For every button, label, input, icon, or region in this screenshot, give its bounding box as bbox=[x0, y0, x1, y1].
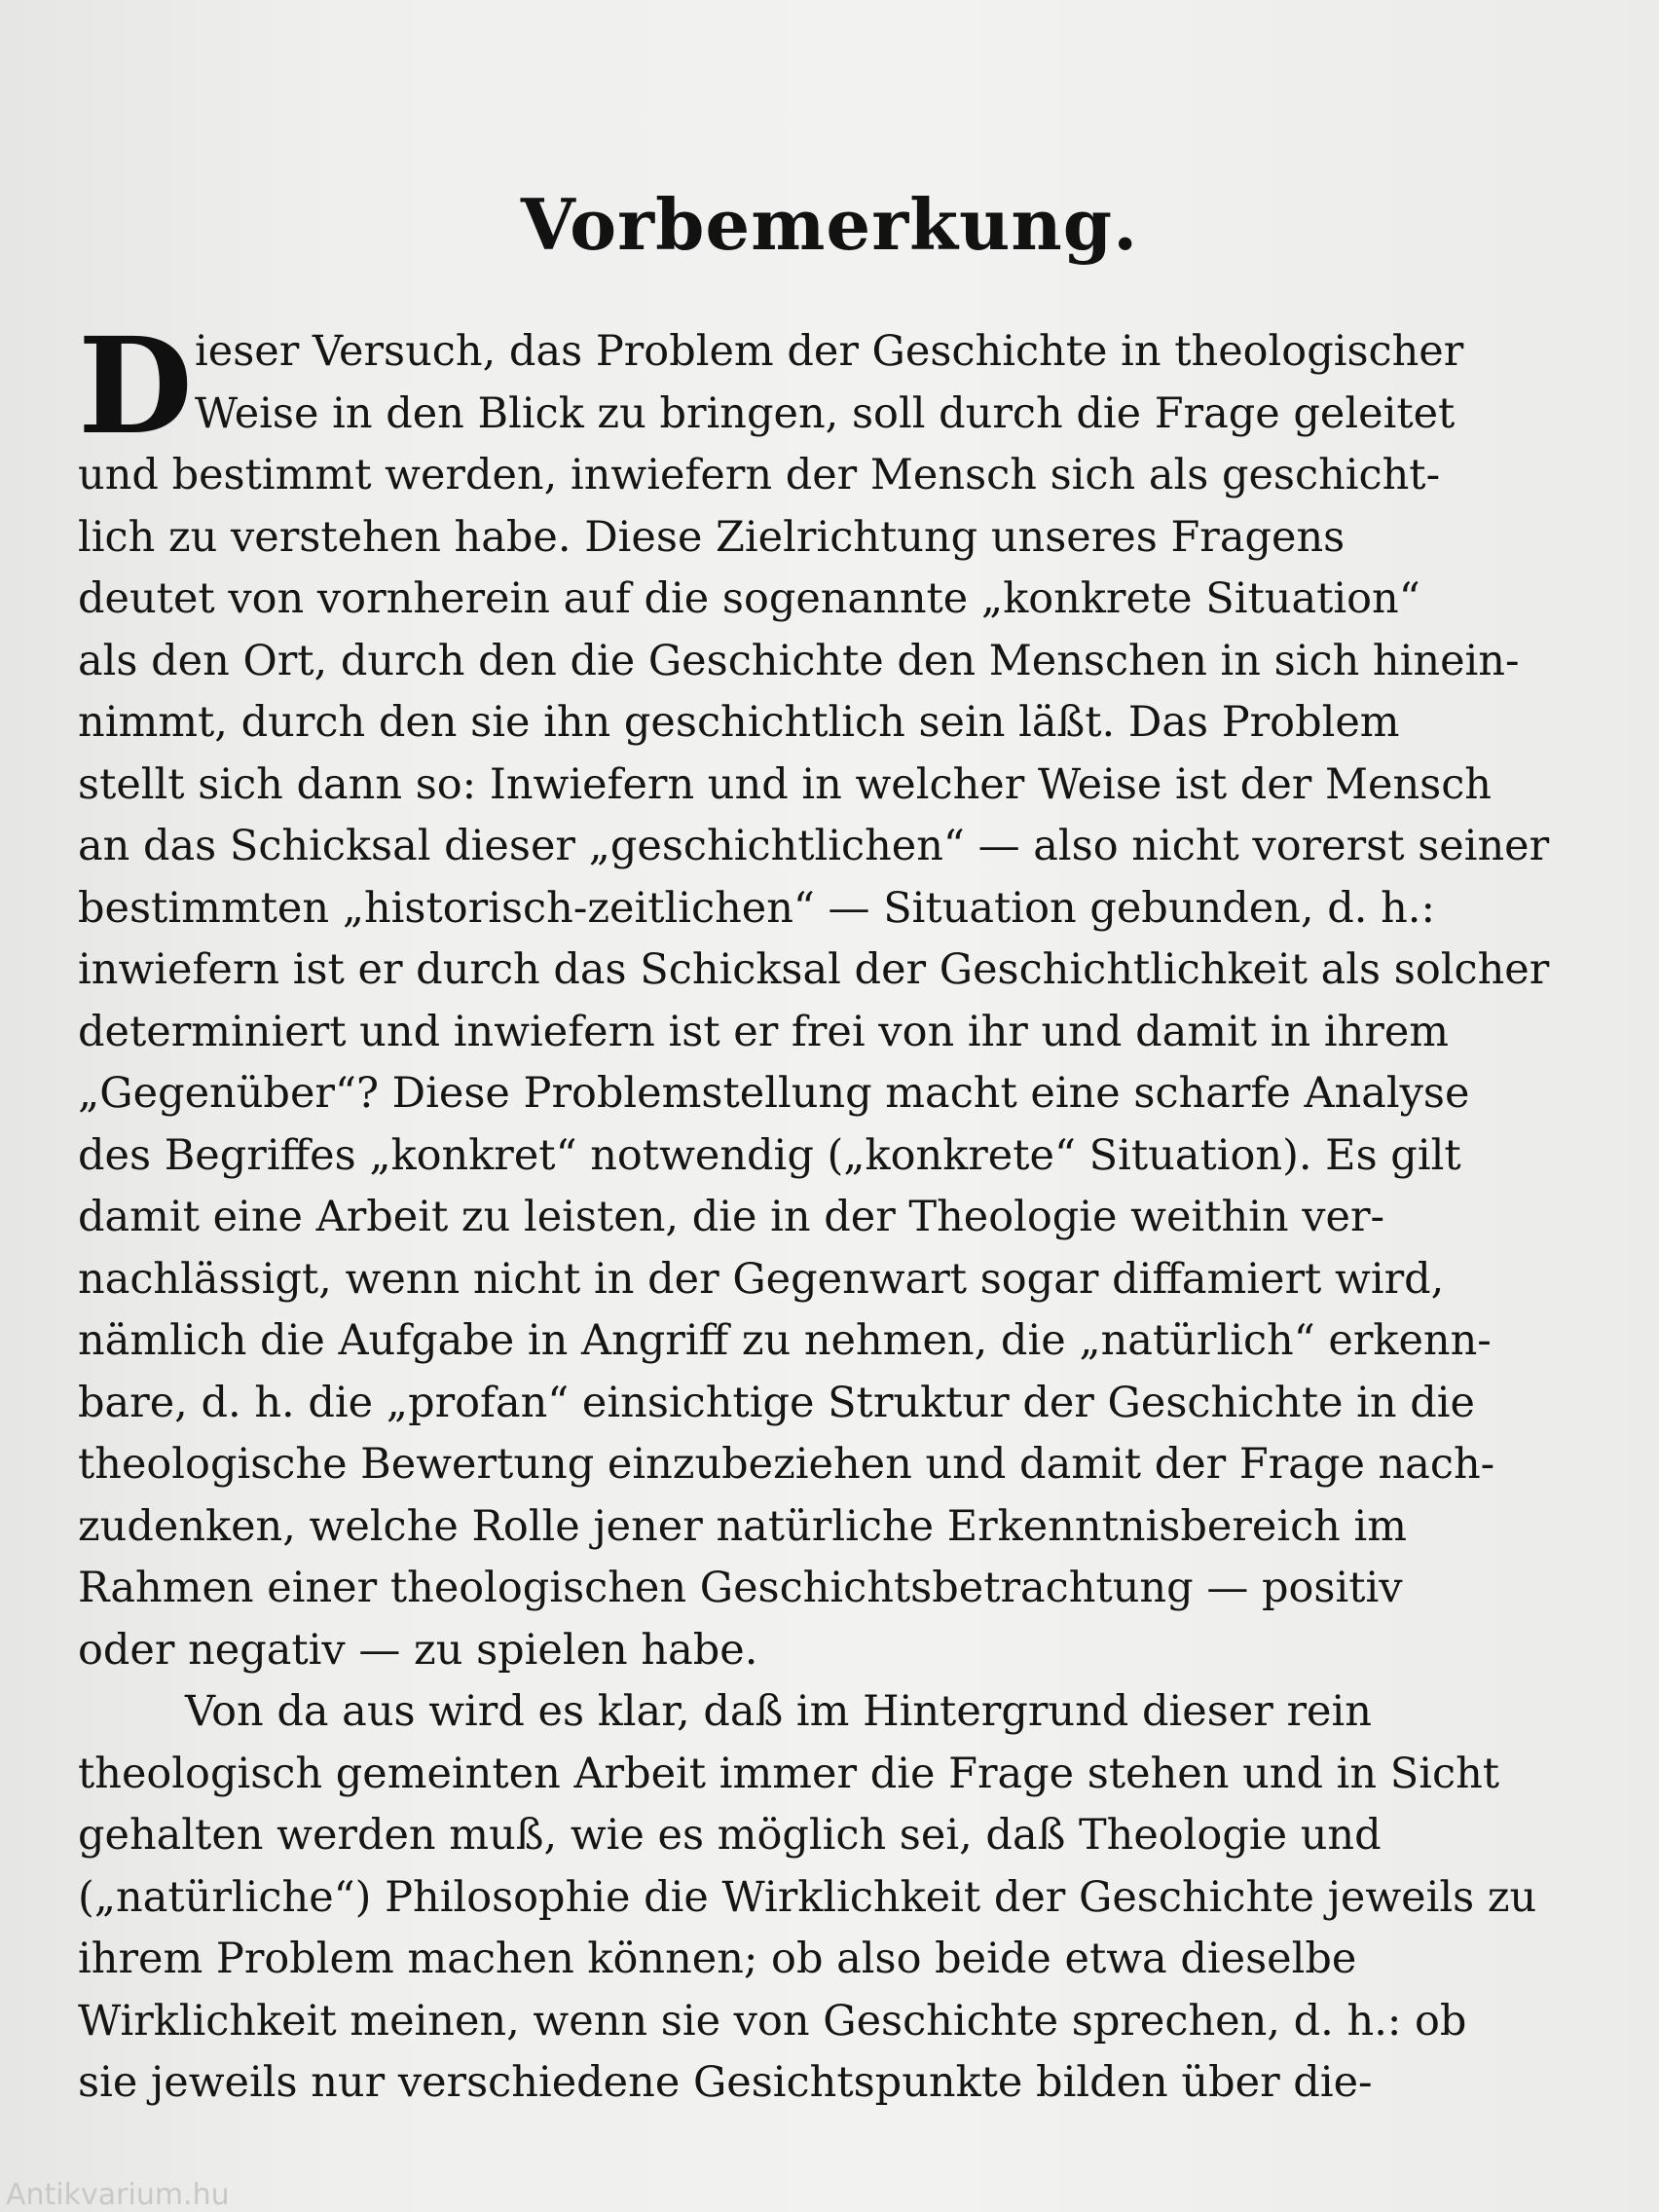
drop-cap: D bbox=[78, 309, 193, 464]
watermark: Antikvarium.hu bbox=[6, 2179, 230, 2212]
text-line: und bestimmt werden, inwiefern der Mensch sich als geschicht- bbox=[78, 451, 1441, 499]
text-line: Rahmen einer theologischen Geschichtsbetrachtung — positiv bbox=[78, 1564, 1403, 1612]
text-line: theologisch gemeinten Arbeit immer die Frage stehen und in Sicht bbox=[78, 1749, 1500, 1798]
text-line: zudenken, welche Rolle jener natürliche Erkenntnisbereich im bbox=[78, 1501, 1408, 1551]
text-line: Weise in den Blick zu bringen, soll durch die Frage geleitet bbox=[195, 388, 1456, 438]
text-line: des Begriffes „konkret“ notwendig („konkrete“ Situation). Es gilt bbox=[78, 1130, 1461, 1180]
text-line: nimmt, durch den sie ihn geschichtlich sein läßt. Das Problem bbox=[78, 698, 1400, 747]
text-line: Von da aus wird es klar, daß im Hintergrund dieser rein bbox=[185, 1687, 1372, 1736]
text-line: („natürliche“) Philosophie die Wirklichkeit der Geschichte jeweils zu bbox=[78, 1872, 1537, 1922]
text-line: theologische Bewertung einzubeziehen und damit der Frage nach- bbox=[78, 1440, 1495, 1489]
text-line: oder negativ — zu spielen habe. bbox=[78, 1625, 758, 1675]
text-line: ieser Versuch, das Problem der Geschichte in theologischer bbox=[195, 327, 1464, 376]
show-through-text bbox=[58, 0, 1577, 321]
text-line: Wirklichkeit meinen, wenn sie von Geschichte sprechen, d. h.: ob bbox=[78, 1996, 1467, 2046]
page-title: Vorbemerkung. bbox=[520, 183, 1139, 266]
text-line: determiniert und inwiefern ist er frei von ihr und damit in ihrem bbox=[78, 1007, 1450, 1056]
text-line: ihrem Problem machen können; ob also beide etwa dieselbe bbox=[78, 1935, 1357, 1983]
text-line: inwiefern ist er durch das Schicksal der Geschichtlichkeit als solcher bbox=[78, 945, 1550, 994]
text-line: gehalten werden muß, wie es möglich sei, daß Theologie und bbox=[78, 1811, 1382, 1860]
text-line: sie jeweils nur verschiedene Gesichtspunkte bilden über die- bbox=[78, 2058, 1373, 2107]
text-line: als den Ort, durch den die Geschichte den Menschen in sich hinein- bbox=[78, 636, 1520, 685]
text-line: bare, d. h. die „profan“ einsichtige Struktur der Geschichte in die bbox=[78, 1378, 1475, 1427]
text-line: stellt sich dann so: Inwiefern und in welcher Weise ist der Mensch bbox=[78, 759, 1493, 809]
text-line: nachlässigt, wenn nicht in der Gegenwart sogar diffamiert wird, bbox=[78, 1254, 1445, 1304]
text-line: an das Schicksal dieser „geschichtlichen“ — also nicht vorerst seiner bbox=[78, 822, 1550, 870]
text-line: lich zu verstehen habe. Diese Zielrichtung unseres Fragens bbox=[78, 512, 1346, 562]
opening-block bbox=[78, 309, 1567, 464]
text-line: bestimmten „historisch-zeitlichen“ — Situation gebunden, d. h.: bbox=[78, 883, 1435, 933]
body-text bbox=[78, 309, 1567, 2115]
text-line: nämlich die Aufgabe in Angriff zu nehmen, die „natürlich“ erkenn- bbox=[78, 1316, 1492, 1365]
text-line: deutet von vornherein auf die sogenannte „konkrete Situation“ bbox=[78, 574, 1420, 623]
text-line: „Gegenüber“? Diese Problemstellung macht eine scharfe Analyse bbox=[78, 1069, 1470, 1118]
text-line: damit eine Arbeit zu leisten, die in der Theologie weithin ver- bbox=[78, 1193, 1385, 1241]
